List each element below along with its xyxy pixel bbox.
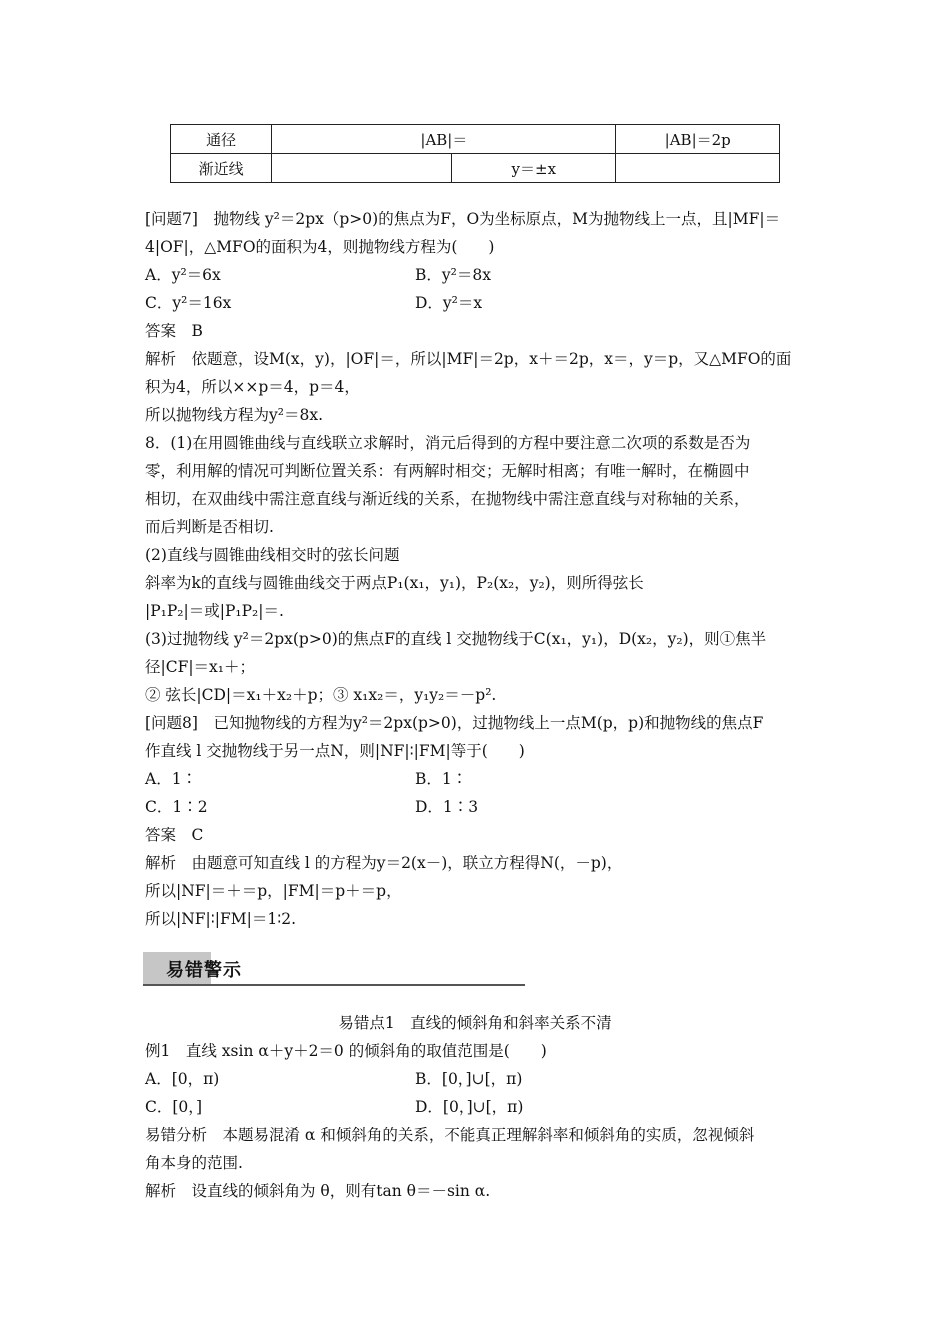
properties-table <box>170 124 780 183</box>
error-analysis: 角本身的范围. <box>145 1154 243 1172</box>
option-d: D．[0，]∪[，π) <box>415 1098 524 1116</box>
paragraph-8: 径|CF|＝x₁＋； <box>145 658 256 676</box>
analysis: 所以|NF|＝＋＝p，|FM|＝p＋＝p， <box>145 882 402 900</box>
option-b: B．y²＝8x <box>415 266 491 284</box>
paragraph-8: 零，利用解的情况可判断位置关系：有两解时相交；无解时相离；有唯一解时，在椭圆中 <box>145 462 750 480</box>
option-a: A．1∶ <box>145 770 198 788</box>
answer: 答案 B <box>145 322 203 340</box>
option-c: C．[0，] <box>145 1098 203 1116</box>
option-b: B．[0，]∪[，π) <box>415 1070 523 1088</box>
paragraph-8: (2)直线与圆锥曲线相交时的弦长问题 <box>145 546 400 564</box>
problem-8-text: [问题8] 已知抛物线的方程为y²＝2px(p>0)，过抛物线上一点M(p，p)和抛物线的焦点F <box>145 714 764 732</box>
analysis: 积为4，所以××p＝4，p＝4， <box>145 378 360 396</box>
problem-7-text: 4|OF|，△MFO的面积为4，则抛物线方程为( ) <box>145 238 495 256</box>
analysis: 解析 依题意，设M(x，y)，|OF|＝，所以|MF|＝2p，x＋＝2p，x＝，y＝p，又△MFO的面 <box>145 350 792 368</box>
option-b: B．1∶ <box>415 770 468 788</box>
paragraph-8: 相切，在双曲线中需注意直线与渐近线的关系，在抛物线中需注意直线与对称轴的关系， <box>145 490 750 508</box>
error-analysis: 易错分析 本题易混淆 α 和倾斜角的关系，不能真正理解斜率和倾斜角的实质，忽视倾斜 <box>145 1126 755 1144</box>
paragraph-8: 斜率为k的直线与圆锥曲线交于两点P₁(x₁，y₁)，P₂(x₂，y₂)，则所得弦长 <box>145 574 644 592</box>
section-title: 易错警示 <box>166 960 242 981</box>
problem-7-text: [问题7] 抛物线 y²＝2px（p>0)的焦点为F，O为坐标原点，M为抛物线上一点，且|MF|＝ <box>145 210 781 228</box>
analysis: 所以|NF|∶|FM|＝1∶2. <box>145 910 297 928</box>
error-point-heading: 易错点1 直线的倾斜角和斜率关系不清 <box>338 1014 612 1032</box>
table-cell: |AB|＝ <box>272 125 616 154</box>
table-row <box>171 154 780 183</box>
problem-8-text: 作直线 l 交抛物线于另一点N，则|NF|∶|FM|等于( ) <box>145 742 525 760</box>
paragraph-8: |P₁P₂|＝或|P₁P₂|＝. <box>145 602 284 620</box>
option-a: A．y²＝6x <box>145 266 221 284</box>
table-cell-label: 渐近线 <box>171 154 272 183</box>
table-row <box>171 125 780 154</box>
paragraph-8: 而后判断是否相切. <box>145 518 274 536</box>
table-cell-label: 通径 <box>171 125 272 154</box>
table-cell <box>616 154 780 183</box>
option-d: D．1∶3 <box>415 798 479 816</box>
analysis: 所以抛物线方程为y²＝8x. <box>145 406 324 424</box>
option-c: C．y²＝16x <box>145 294 232 312</box>
option-d: D．y²＝x <box>415 294 483 312</box>
paragraph-8: ② 弦长|CD|＝x₁＋x₂＋p；③ x₁x₂＝，y₁y₂＝－p². <box>145 686 497 704</box>
section-divider <box>143 984 525 986</box>
table-cell <box>272 154 452 183</box>
paragraph-8: 8．(1)在用圆锥曲线与直线联立求解时，消元后得到的方程中要注意二次项的系数是否为 <box>145 434 751 452</box>
paragraph-8: (3)过抛物线 y²＝2px(p>0)的焦点F的直线 l 交抛物线于C(x₁，y₁)，D(x₂，y₂)，则①焦半 <box>145 630 767 648</box>
table-cell: |AB|＝2p <box>616 125 780 154</box>
example-1-text: 例1 直线 xsin α＋y＋2＝0 的倾斜角的取值范围是( ) <box>145 1042 547 1060</box>
analysis: 解析 由题意可知直线 l 的方程为y＝2(x－)，联立方程得N(，－p)， <box>145 854 623 872</box>
answer: 答案 C <box>145 826 204 844</box>
table-cell: y＝±x <box>452 154 616 183</box>
analysis: 解析 设直线的倾斜角为 θ，则有tan θ＝－sin α. <box>145 1182 491 1200</box>
option-a: A．[0，π) <box>145 1070 220 1088</box>
option-c: C．1∶2 <box>145 798 208 816</box>
